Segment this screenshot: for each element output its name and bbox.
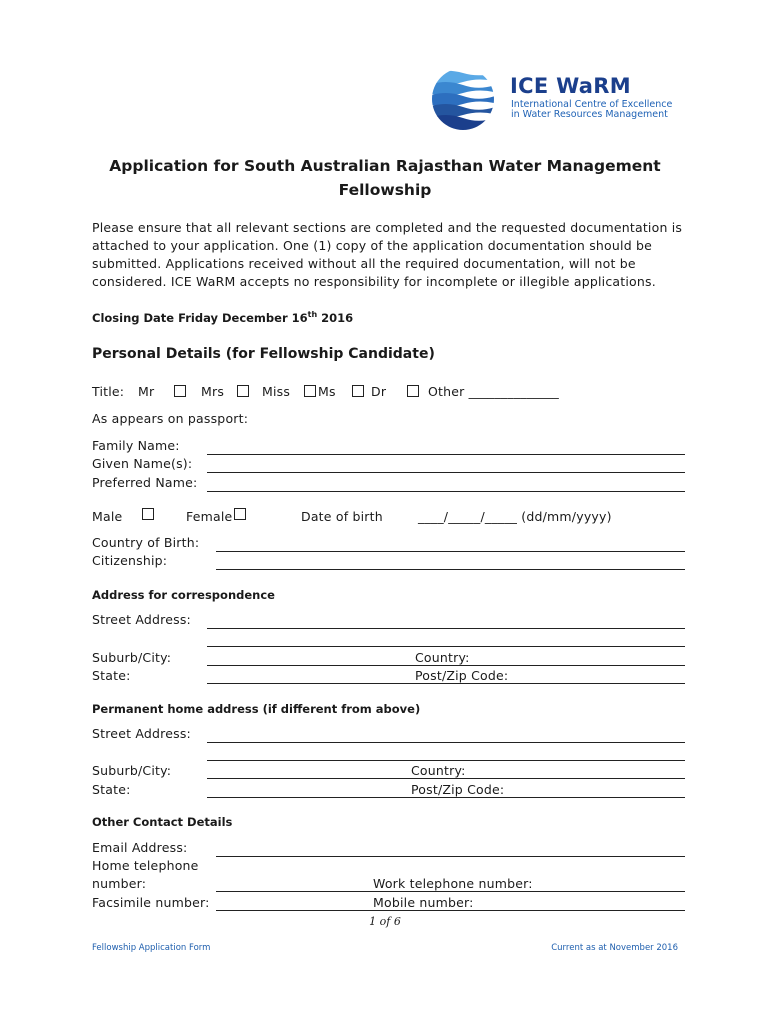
intro-line4: considered. ICE WaRM accepts no responsibility for incomplete or illegible applications. [92,274,656,289]
home-phone-label-line2: number: [92,876,147,891]
title-dr-label: Dr [371,384,387,399]
title-ms-label: Ms [318,384,336,399]
title-other-label: Other ______________ [428,384,559,399]
family-name-line [207,454,685,455]
personal-details-heading: Personal Details (for Fellowship Candidate) [92,346,435,362]
corr-street-input-2[interactable] [207,632,685,646]
citizenship-input[interactable] [216,555,685,569]
home-phone-line [216,891,685,892]
perm-state-label: State: [92,782,131,797]
logo-subtitle-line1: International Centre of Excellence [511,99,673,110]
home-work-phone-input[interactable] [216,877,685,891]
perm-state-postcode-input[interactable] [207,783,685,797]
title-mr-label: Mr [138,384,155,399]
corr-country-label: Country: [415,650,470,665]
intro-line3: submitted. Applications received without all the required documentation, will not be [92,256,636,271]
citizenship-label: Citizenship: [92,553,168,568]
water-waves-icon [428,68,498,130]
contact-heading: Other Contact Details [92,815,233,829]
title-miss-checkbox[interactable] [304,385,316,397]
dob-input[interactable]: ____/_____/_____ (dd/mm/yyyy) [418,509,612,524]
fax-line [216,910,685,911]
passport-note: As appears on passport: [92,411,249,426]
corr-state-line [207,683,685,684]
page-title-line2: Fellowship [338,181,432,199]
perm-street-label: Street Address: [92,726,191,741]
citizenship-line [216,569,685,570]
work-phone-label: Work telephone number: [373,876,533,891]
country-of-birth-input[interactable] [216,537,685,551]
perm-street-input-2[interactable] [207,746,685,760]
preferred-name-label: Preferred Name: [92,475,198,490]
corr-suburb-country-input[interactable] [207,651,685,665]
page-number: 1 of 6 [369,915,401,928]
perm-street-line-2 [207,760,685,761]
logo-name: ICE WaRM [510,74,631,98]
male-checkbox[interactable] [142,508,154,520]
perm-state-line [207,797,685,798]
perm-suburb-country-input[interactable] [207,764,685,778]
given-names-input[interactable] [207,458,685,472]
title-mrs-label: Mrs [201,384,225,399]
mobile-label: Mobile number: [373,895,474,910]
perm-street-input[interactable] [207,728,685,742]
home-phone-label-line1: Home telephone [92,858,199,873]
corr-street-input[interactable] [207,614,685,628]
intro-line1: Please ensure that all relevant sections are completed and the requested documentation is [92,220,683,235]
correspondence-heading: Address for correspondence [92,588,275,602]
country-of-birth-label: Country of Birth: [92,535,200,550]
email-input[interactable] [216,842,685,856]
intro-line2: attached to your application. One (1) copy of the application documentation should be [92,238,653,253]
family-name-input[interactable] [207,440,685,454]
corr-street-line [207,628,685,629]
corr-suburb-line [207,665,685,666]
family-name-label: Family Name: [92,438,180,453]
corr-state-postcode-input[interactable] [207,669,685,683]
dob-label: Date of birth [301,509,383,524]
male-label: Male [92,509,123,524]
footer-right: Current as at November 2016 [551,943,678,953]
corr-state-label: State: [92,668,131,683]
closing-date: Closing Date Friday December 16th 2016 [92,310,354,325]
email-label: Email Address: [92,840,188,855]
female-label: Female [186,509,233,524]
fax-label: Facsimile number: [92,895,210,910]
corr-postcode-label: Post/Zip Code: [415,668,509,683]
preferred-name-input[interactable] [207,477,685,491]
perm-country-label: Country: [411,763,466,778]
title-mrs-checkbox[interactable] [237,385,249,397]
email-line [216,856,685,857]
title-miss-label: Miss [262,384,291,399]
fax-mobile-input[interactable] [216,896,685,910]
page-title-line1: Application for South Australian Rajasthan Water Management [109,157,661,175]
corr-street-line-2 [207,646,685,647]
country-of-birth-line [216,551,685,552]
given-names-label: Given Name(s): [92,456,193,471]
corr-suburb-label: Suburb/City: [92,650,172,665]
logo-subtitle-line2: in Water Resources Management [511,109,668,120]
footer-left: Fellowship Application Form [92,943,211,953]
corr-street-label: Street Address: [92,612,191,627]
title-dr-checkbox[interactable] [407,385,419,397]
permanent-heading: Permanent home address (if different from above) [92,702,421,716]
title-ms-checkbox[interactable] [352,385,364,397]
given-names-line [207,472,685,473]
perm-street-line [207,742,685,743]
perm-suburb-label: Suburb/City: [92,763,172,778]
title-mr-checkbox[interactable] [174,385,186,397]
perm-postcode-label: Post/Zip Code: [411,782,505,797]
title-label: Title: [92,384,125,399]
perm-suburb-line [207,778,685,779]
preferred-name-line [207,491,685,492]
female-checkbox[interactable] [234,508,246,520]
